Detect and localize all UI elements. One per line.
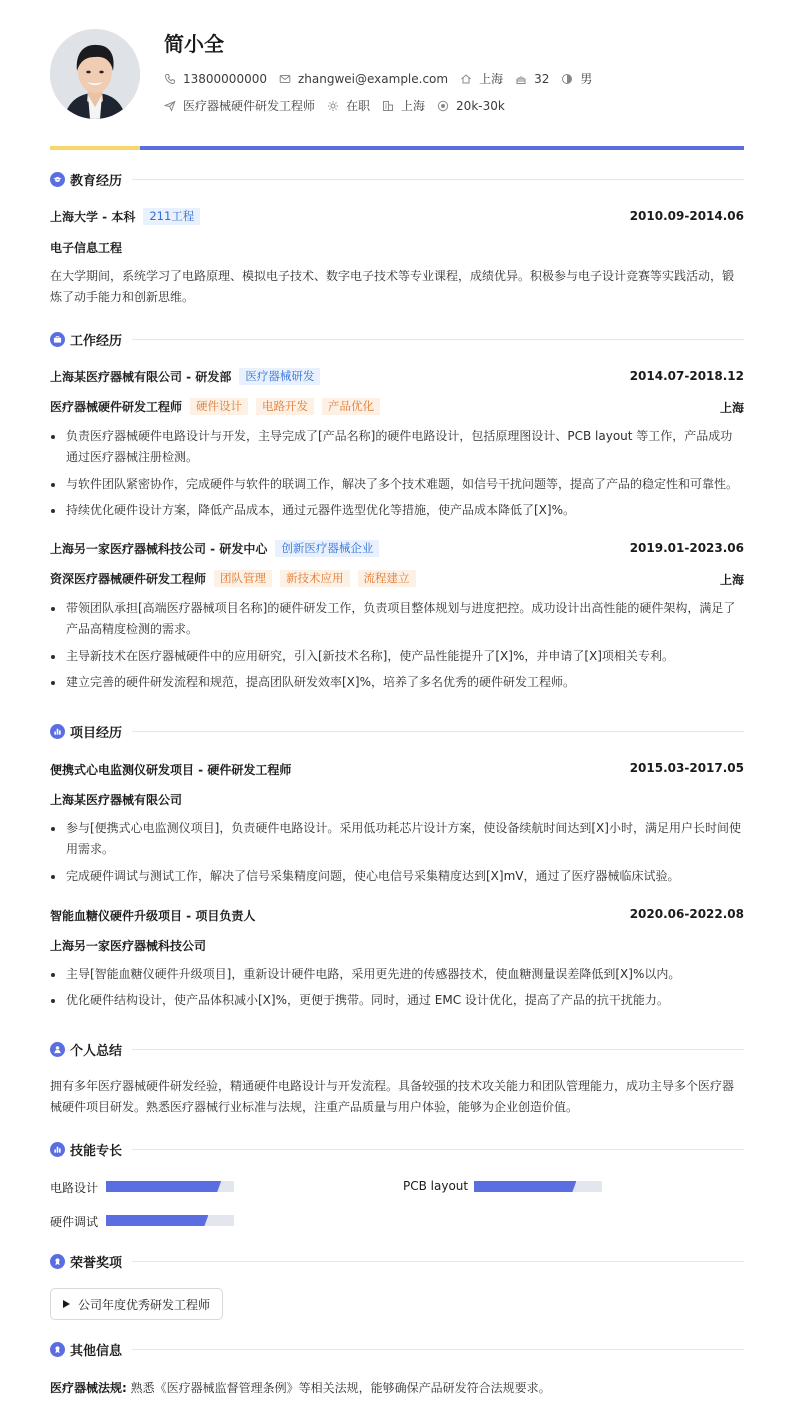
cake-icon <box>515 73 527 85</box>
project-bullet: 优化硬件结构设计，使产品体积减小[X]%，更便于携带。同时，通过 EMC 设计优化，提高了产品的抗干扰能力。 <box>50 990 744 1011</box>
age-text: 32 <box>534 71 550 86</box>
section-divider <box>132 339 744 340</box>
job-target-text: 医疗器械硬件研发工程师 <box>183 99 316 113</box>
education-desc: 在大学期间，系统学习了电路原理、模拟电子技术、数字电子技术等专业课程，成绩优异。积极参与电子设计竞赛等实践活动，锻炼了动手能力和创新思维。 <box>50 269 735 304</box>
project-bullet: 完成硬件调试与测试工作，解决了信号采集精度问题，使心电信号采集精度达到[X]mV，通过了医疗器械临床试验。 <box>50 866 744 887</box>
other-info-label: 医疗器械法规: <box>50 1381 127 1395</box>
education-date: 2010.09-2014.06 <box>629 209 744 223</box>
work-role-row <box>50 398 380 415</box>
other-title: 其他信息 <box>70 1343 123 1359</box>
briefcase-icon <box>50 332 65 347</box>
education-school: 上海大学 - 本科 <box>50 210 136 224</box>
work-bullet: 建立完善的硬件研发流程和规范，提高团队研发效率[X]%，培养了多名优秀的硬件研发工程师。 <box>50 672 744 693</box>
skill-bar <box>106 1181 234 1192</box>
work-bullet: 带领团队承担[高端医疗器械项目名称]的硬件研发工作，负责项目整体规划与进度把控。成功设计出高性能的硬件架构，满足了产品高精度检测的需求。 <box>50 598 744 640</box>
other-section-header <box>50 1340 744 1358</box>
section-divider <box>132 1149 744 1150</box>
work-company-tag: 创新医疗器械企业 <box>275 540 379 557</box>
skill-tag: 硬件设计 <box>190 398 248 415</box>
coin-icon <box>437 100 449 112</box>
gender-item <box>561 70 592 87</box>
work-bullet: 持续优化硬件设计方案，降低产品成本，通过元器件选型优化等措施，使产品成本降低了[X]%。 <box>50 500 744 521</box>
work-title: 工作经历 <box>70 333 123 349</box>
skill-label: 硬件调试 <box>50 1215 99 1229</box>
work-date: 2014.07-2018.12 <box>629 369 744 383</box>
avatar <box>50 29 140 119</box>
awards-section-header <box>50 1252 744 1270</box>
location-item <box>460 70 503 87</box>
skill-tag: 流程建立 <box>358 570 416 587</box>
skill-bar-fill <box>106 1215 208 1226</box>
project-bullet: 参与[便携式心电监测仪项目]，负责硬件电路设计。采用低功耗芯片设计方案，使设备续航时间达到[X]小时，满足用户长时间使用需求。 <box>50 818 744 860</box>
salary-item <box>437 99 505 113</box>
work-bullet: 主导新技术在医疗器械硬件中的应用研究，引入[新技术名称]，使产品性能提升了[X]%，并申请了[X]项相关专利。 <box>50 646 744 667</box>
send-icon <box>164 100 176 112</box>
candidate-name: 简小全 <box>164 32 224 56</box>
skill-label: PCB layout <box>403 1179 469 1193</box>
target-city-item <box>382 97 425 114</box>
work-company-row <box>50 540 379 557</box>
projects-section-header <box>50 722 744 740</box>
contact-row <box>164 70 604 87</box>
summary-text: 拥有多年医疗器械硬件研发经验，精通硬件电路设计与开发流程。具备较强的技术攻关能力和团队管理能力，成功主导多个医疗器械硬件项目研发。熟悉医疗器械行业标准与法规，注重产品质量与用户体验，能够为企业创造价值。 <box>50 1079 735 1114</box>
header-divider-accent <box>50 146 140 150</box>
project-title: 便携式心电监测仪研发项目 - 硬件研发工程师 <box>50 763 292 777</box>
project-company: 上海另一家医疗器械科技公司 <box>50 939 207 953</box>
work-bullet: 与软件团队紧密协作，完成硬件与软件的联调工作，解决了多个技术难题，如信号干扰问题等，提高了产品的稳定性和可靠性。 <box>50 474 744 495</box>
section-divider <box>132 179 744 180</box>
work-company: 上海另一家医疗器械科技公司 - 研发中心 <box>50 542 268 556</box>
status-text: 在职 <box>346 99 371 113</box>
section-divider <box>132 731 744 732</box>
mail-icon <box>279 73 291 85</box>
skill-bar-fill <box>474 1181 576 1192</box>
email-text: zhangwei@example.com <box>297 71 449 86</box>
work-date: 2019.01-2023.06 <box>629 541 744 555</box>
summary-section-header <box>50 1040 744 1058</box>
bar-chart-icon <box>50 724 65 739</box>
section-divider <box>132 1261 744 1262</box>
play-icon <box>63 1300 70 1308</box>
award-icon <box>50 1254 65 1269</box>
work-company: 上海某医疗器械有限公司 - 研发部 <box>50 370 232 384</box>
phone-icon <box>164 73 176 85</box>
work-company-row <box>50 368 320 385</box>
work-city: 上海 <box>719 401 744 415</box>
intent-row <box>164 97 517 114</box>
gender-icon <box>561 73 573 85</box>
email-item <box>279 72 448 86</box>
education-school-row <box>50 208 200 225</box>
graduation-cap-icon <box>50 172 65 187</box>
status-item <box>327 97 370 114</box>
skill-bar <box>106 1215 234 1226</box>
building-icon <box>382 100 394 112</box>
projects-title: 项目经历 <box>70 725 123 741</box>
skills-title: 技能专长 <box>70 1143 123 1159</box>
skill-tag: 电路开发 <box>256 398 314 415</box>
education-section-header <box>50 170 744 188</box>
education-tag: 211工程 <box>143 208 200 225</box>
work-city: 上海 <box>719 573 744 587</box>
job-target-item <box>164 97 315 114</box>
work-section-header <box>50 330 744 348</box>
target-city-text: 上海 <box>401 99 426 113</box>
project-date: 2015.03-2017.05 <box>629 761 744 775</box>
home-icon <box>460 73 472 85</box>
skill-tag: 团队管理 <box>214 570 272 587</box>
award-icon <box>50 1342 65 1357</box>
gear-icon <box>327 100 339 112</box>
project-bullet: 主导[智能血糖仪硬件升级项目]，重新设计硬件电路，采用更先进的传感器技术，使血糖测量误差降低到[X]%以内。 <box>50 964 744 985</box>
education-title: 教育经历 <box>70 173 123 189</box>
awards-title: 荣誉奖项 <box>70 1255 123 1271</box>
user-icon <box>50 1042 65 1057</box>
project-title: 智能血糖仪硬件升级项目 - 项目负责人 <box>50 909 256 923</box>
skill-bar-fill <box>106 1181 221 1192</box>
section-divider <box>132 1049 744 1050</box>
education-major: 电子信息工程 <box>50 241 123 255</box>
skills-section-header <box>50 1140 744 1158</box>
award-item[interactable] <box>50 1288 223 1320</box>
skill-bar <box>474 1181 602 1192</box>
salary-text: 20k-30k <box>456 98 505 113</box>
age-item <box>515 72 549 86</box>
work-role: 医疗器械硬件研发工程师 <box>50 400 183 414</box>
section-divider <box>132 1349 744 1350</box>
phone-item <box>164 72 267 86</box>
work-role: 资深医疗器械硬件研发工程师 <box>50 572 207 586</box>
other-info-text: 熟悉《医疗器械监督管理条例》等相关法规，能够确保产品研发符合法规要求。 <box>130 1381 551 1395</box>
skill-label: 电路设计 <box>50 1181 99 1195</box>
location-text: 上海 <box>479 72 504 86</box>
work-bullet: 负责医疗器械硬件电路设计与开发，主导完成了[产品名称]的硬件电路设计，包括原理图设计、PCB layout 等工作，产品成功通过医疗器械注册检测。 <box>50 426 744 468</box>
skill-tag: 新技术应用 <box>280 570 350 587</box>
header-divider <box>140 146 744 150</box>
bar-chart-icon <box>50 1142 65 1157</box>
gender-text: 男 <box>580 72 593 86</box>
award-text: 公司年度优秀研发工程师 <box>78 1297 211 1312</box>
other-info-row <box>50 1379 551 1396</box>
skill-tag: 产品优化 <box>322 398 380 415</box>
work-role-row <box>50 570 416 587</box>
project-date: 2020.06-2022.08 <box>629 907 744 921</box>
phone-text: 13800000000 <box>183 71 267 86</box>
project-company: 上海某医疗器械有限公司 <box>50 793 183 807</box>
summary-title: 个人总结 <box>70 1043 123 1059</box>
work-company-tag: 医疗器械研发 <box>239 368 320 385</box>
